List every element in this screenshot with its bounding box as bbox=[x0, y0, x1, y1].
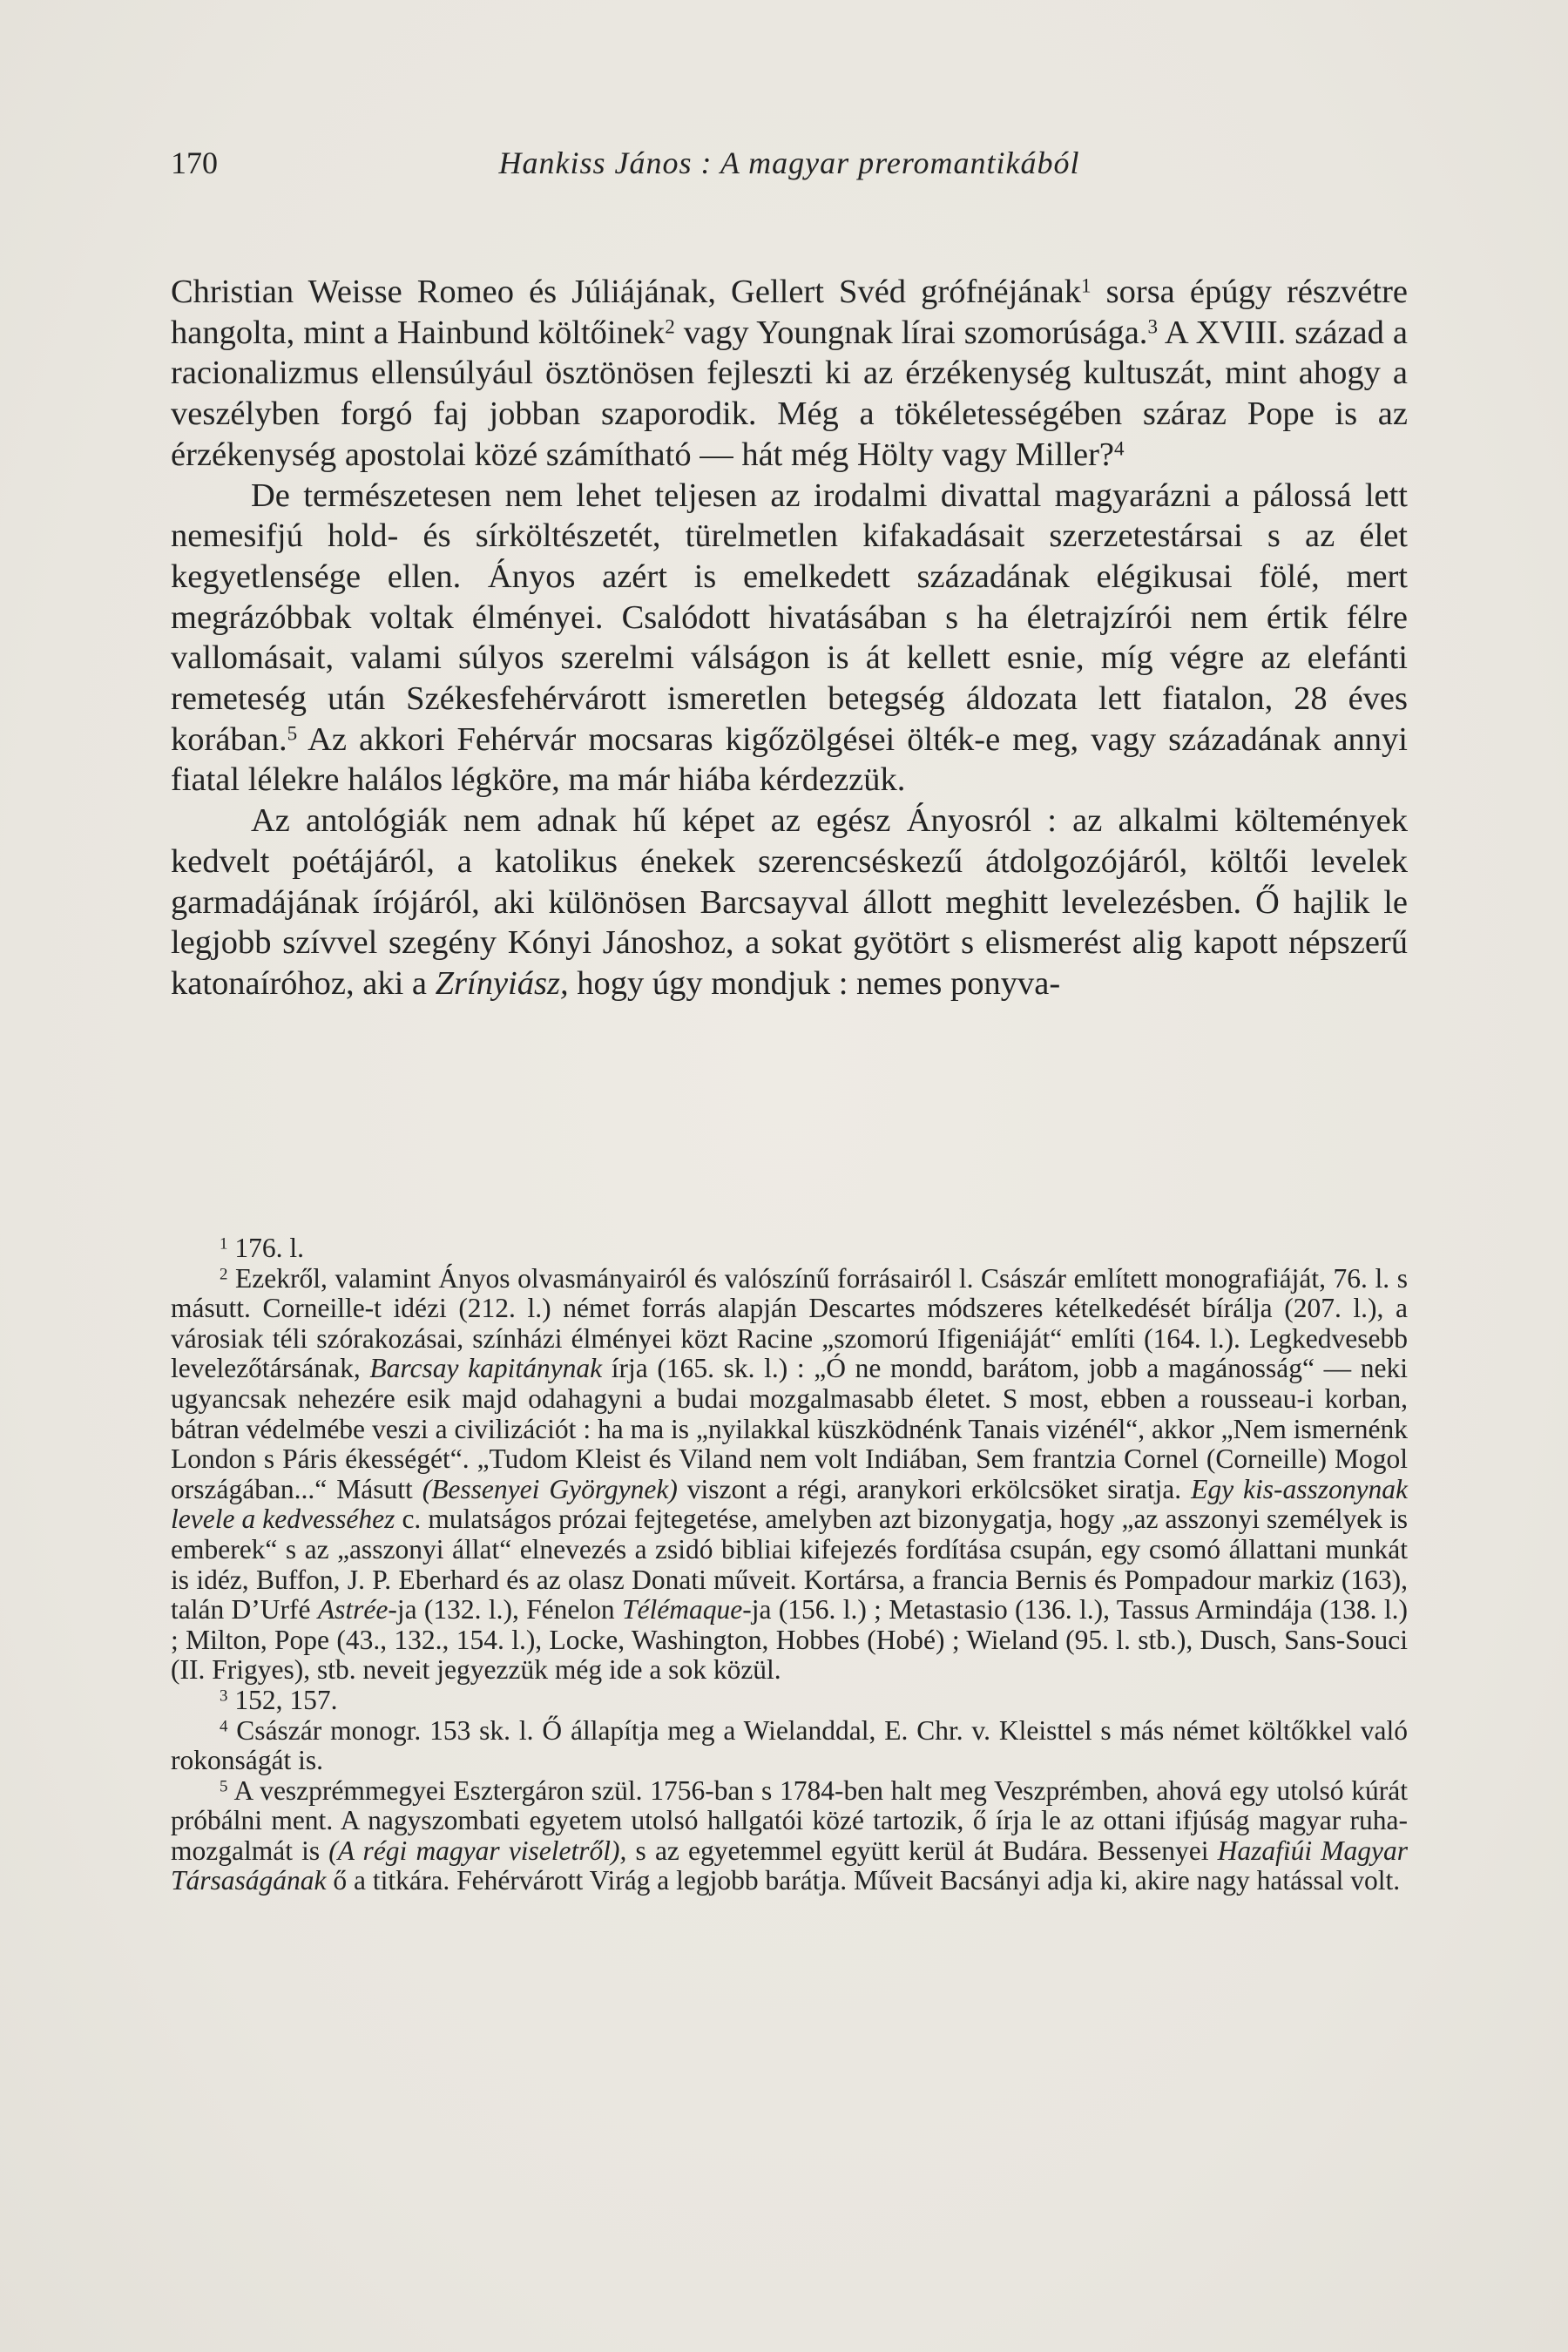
footnote-text: írja (165. sk. l.) : „Ó ne mondd, barátom, jobb a magánosság“ — neki ugyancsak nehezére esik majd odahagyni a budai mozgalmasabb életet. S most, ebben a rousseau-i korban, bátran védelmébe veszi a civilizációt : ha ma is „nyilakkal küszködnénk Tanais vizénél“, akkor „Nem ismernénk London s Páris ékességét“. „Tudom Kleist és Viland nem volt Indiában, Sem frantzia Cornel (Corneille) Mogol országában...“ Másutt bbox=[171, 1353, 1409, 1504]
footnote-text: viszont a régi, aranykori erkölcsöket siratja. bbox=[677, 1473, 1192, 1504]
footnote-mark: 5 bbox=[220, 1777, 228, 1796]
footnote-text: c. mulatságos prózai fejtegetése, amelyben azt bizonygatja, hogy „az asszonyi személyek is emberek“ s az „asszonyi állat“ elnevezés a zsidó bibliai kifejezés fordítása csupán, egy csomó állattani munkát is idéz, Buffon, J. P. Eberhard és az olasz Donati műveit. Kortársa, a francia Bernis és Pompadour markiz (163), talán D’Urfé bbox=[171, 1504, 1409, 1625]
footnote-mark: 3 bbox=[220, 1686, 228, 1706]
italic-text: (A régi magyar viseletről), bbox=[328, 1835, 627, 1866]
footnote-mark: 4 bbox=[220, 1717, 228, 1736]
footnote-text: ő a titkára. Fehérvárott Virág a legjobb barátja. Műveit Bacsányi adja ki, akire nagy hatással volt. bbox=[326, 1865, 1401, 1896]
text-segment: A XVIII. század a racionalizmus ellensúlyául ösztönösen fejleszti ki az érzékenység kultuszát, mint ahogy a veszélyben forgó faj jobban szaporodik. Még a tökéletességében száraz Pope is az érzékenység apostolai közé számítható — hát még Hölty vagy Miller? bbox=[171, 314, 1408, 473]
footnote-text: -ja (132. l.), Fénelon bbox=[388, 1594, 622, 1625]
footnote-5 bbox=[171, 1776, 1408, 1896]
italic-text: Egy kis-asszonynak levele a kedvesséhez bbox=[171, 1473, 1408, 1535]
text-segment: De természetesen nem lehet teljesen az irodalmi divattal magyarázni a pálossá lett nemesifjú hold- és sírköltészetét, türelmetlen kifakadásait szerzetestársai s az élet kegyetlensége ellen. Ányos azért is emelkedett századának elégikusai fölé, mert megrázóbbak voltak élményei. Csalódott hivatásában s ha életrajzírói nem értik félre vallomásait, valami súlyos szerelmi válságon is át kellett esnie, míg végre az elefánti remeteség után Székesfehérvárott ismeretlen betegség áldozata lett fiatalon, 28 éves korában. bbox=[171, 476, 1408, 758]
footnote-ref-5: 5 bbox=[287, 721, 298, 745]
text-segment: vagy Youngnak lírai szomorúsága. bbox=[674, 314, 1148, 351]
footnote-3 bbox=[171, 1686, 1408, 1716]
footnote-text: 176. l. bbox=[227, 1233, 304, 1263]
paragraph-2 bbox=[171, 476, 1408, 801]
italic-text: Télémaque bbox=[621, 1594, 743, 1625]
footnote-ref-3: 3 bbox=[1147, 314, 1158, 338]
italic-text: (Bessenyei Györgynek) bbox=[422, 1473, 678, 1504]
footnote-text: A veszprémmegyei Esztergáron szül. 1756-ban s 1784-ben halt meg Veszprémben, ahová egy utolsó kúrát próbálni ment. A nagyszombati egyetem utolsó hallgatói közé tartozik, ő írja le az ottani ifjúság magyar ruha-mozgalmát is bbox=[171, 1774, 1408, 1866]
text-segment: hogy úgy mondjuk : nemes ponyva- bbox=[568, 964, 1061, 1002]
running-title: Hankiss János : A magyar preromantikából bbox=[498, 145, 1080, 180]
page-header bbox=[171, 145, 1408, 188]
paragraph-3 bbox=[171, 801, 1408, 1004]
italic-text: Astrée bbox=[317, 1594, 389, 1625]
text-segment: Christian Weisse Romeo és Júliájának, Gellert Svéd grófnéjának bbox=[171, 274, 1081, 310]
footnote-text: 152, 157. bbox=[227, 1684, 338, 1715]
footnotes bbox=[171, 1233, 1408, 1896]
text-segment: Az akkori Fehérvár mocsaras kigőzölgései ölték-e meg, vagy századának annyi fiatal lélekre halálos légköre, ma már hiába kérdezzük. bbox=[171, 720, 1408, 799]
main-text bbox=[171, 272, 1408, 1004]
footnote-mark: 1 bbox=[220, 1234, 228, 1254]
footnote-text: s az egyetemmel együtt kerül át Budára. Bessenyei bbox=[626, 1835, 1218, 1866]
italic-text: Barcsay kapitánynak bbox=[369, 1353, 603, 1384]
footnote-text: -ja (156. l.) ; Metastasio (136. l.), Tassus Armindája (138. l.) ; Milton, Pope (43., 132., 154. l.), Locke, Washington, Hobbes (Hobé) ; Wieland (95. l. stb.), Dusch, Sans-Souci (II. Frigyes), stb. neveit jegyezzük még ide a sok közül. bbox=[171, 1594, 1409, 1686]
footnote-mark: 2 bbox=[220, 1265, 228, 1284]
text-segment: Az antológiák nem adnak hű képet az egész Ányosról : az alkalmi költemények kedvelt poétájáról, a katolikus énekek szerencséskezű átdolgozójáról, költői levelek garmadájának írójáról, aki különösen Barcsayval állott meghitt levelezésben. Ő hajlik le legjobb szívvel szegény Kónyi Jánoshoz, a sokat gyötört s elismerést alig kapott népszerű katonaíróhoz, aki a bbox=[171, 802, 1408, 1002]
footnote-text: Ezekről, valamint Ányos olvasmányairól és valószínű forrásairól l. Császár említett monografiáját, 76. l. s másutt. Corneille-t idézi (212. l.) német forrás alapján Descartes módszeres kételkedését bírálja (207. l.), a városiak téli szórakozásai, színházi élményei közt Racine „szomorú Ifigeniáját“ említi (164. l.). Legkedvesebb levelezőtársának, bbox=[171, 1262, 1408, 1384]
footnote-text: Császár monogr. 153 sk. l. Ő állapítja meg a Wielanddal, E. Chr. v. Kleisttel s más német költőkkel való rokonságát is. bbox=[171, 1714, 1408, 1776]
paragraph-1 bbox=[171, 272, 1408, 476]
footnote-1 bbox=[171, 1233, 1408, 1264]
italic-title: Zrínyiász, bbox=[435, 964, 569, 1002]
footnote-ref-4: 4 bbox=[1114, 436, 1125, 460]
text-segment: sorsa épúgy részvétre hangolta, mint a Hainbund költőinek bbox=[171, 274, 1408, 351]
footnote-2 bbox=[171, 1264, 1408, 1686]
footnote-4 bbox=[171, 1716, 1408, 1776]
page-number: 170 bbox=[171, 145, 218, 180]
footnote-ref-2: 2 bbox=[665, 314, 675, 338]
footnote-ref-1: 1 bbox=[1081, 274, 1092, 297]
italic-text: Hazafiúi Magyar Társaságának bbox=[171, 1835, 1408, 1896]
